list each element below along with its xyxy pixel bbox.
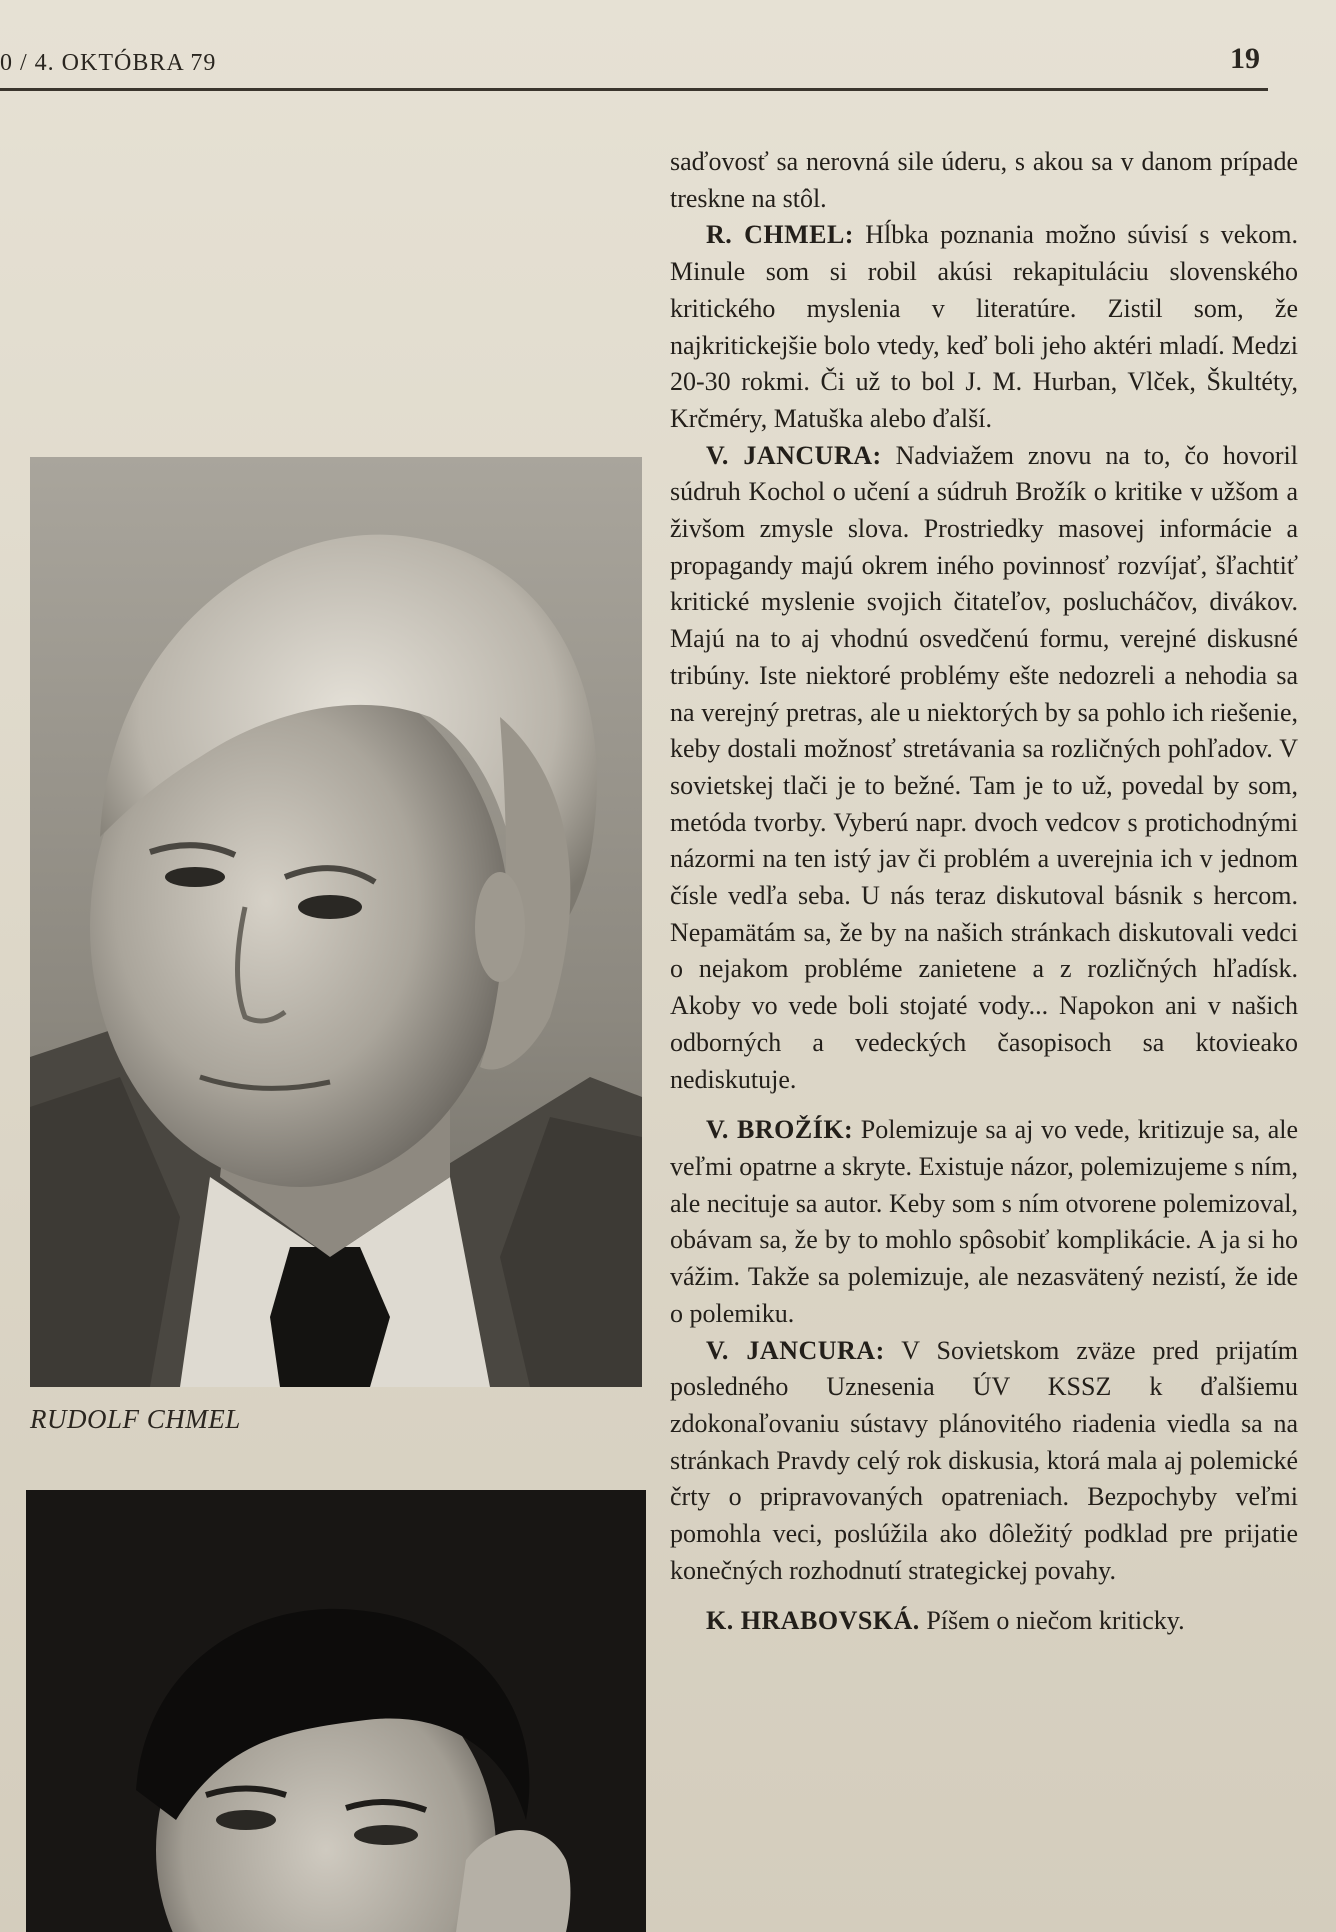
issue-date: 0 / 4. OKTÓBRA 79	[0, 50, 217, 76]
portrait-photo-second	[26, 1490, 646, 1932]
page-number: 19	[1230, 42, 1260, 75]
article-paragraph	[670, 217, 1298, 437]
paragraph-text: Nadviažem znovu na to, čo hovoril súdruh Kochol o učení a súdruh Brožík o kritike v užšom a živšom zmysle slova. Prostriedky masovej informácie a propagandy majú okrem iného povinnosť rozvíjať, šľachtiť kritické myslenie svojich čitateľov, poslucháčov, divákov. Majú na to aj vhodnú osvedčenú formu, verejné diskusné tribúny. Iste niektoré problémy ešte nedozreli a nehodia sa na verejný pretras, ale u niektorých by sa pohlo ich riešenie, keby dostali možnosť stretávania sa rozličných pohľadov. V sovietskej tlači je to bežné. Tam je to už, povedal by som, metóda tvorby. Vyberú napr. dvoch vedcov s protichodnými názormi na ten istý jav či problém a uverejnia ich v jednom čísle vedľa seba. U nás teraz diskutoval básnik s hercom. Nepamätám sa, že by na našich stránkach diskutovali vedci o nejakom probléme zanietene a z rozličných hľadísk. Akoby vo vede boli stojaté vody... Napokon ani v našich odborných a vedeckých časopisoch sa ktovieako nediskutuje.	[670, 440, 1299, 1094]
paragraph-text: Píšem o niečom kriticky.	[926, 1606, 1185, 1636]
article-paragraph	[670, 144, 1298, 217]
speaker-label: V. BROŽÍK:	[706, 1115, 854, 1145]
article-paragraph	[670, 1603, 1298, 1640]
page-header	[0, 40, 1270, 84]
article-paragraph	[670, 1333, 1298, 1590]
portrait-photo-rudolf-chmel-image	[30, 457, 642, 1387]
paragraph-text: Polemizuje sa aj vo vede, kritizuje sa, ale veľmi opatrne a skryte. Existuje názor, polemizujeme s ním, ale necituje sa autor. Keby som s ním otvorene polemizoval, obávam sa, že by to mohlo spôsobiť komplikácie. A ja si ho vážim. Takže sa polemizuje, ale nezasvätený nezistí, že ide o polemiku.	[670, 1115, 1299, 1328]
article-paragraph	[670, 1112, 1298, 1332]
article-paragraph	[670, 438, 1298, 1099]
photo-caption: RUDOLF CHMEL	[30, 1404, 241, 1434]
speaker-label: V. JANCURA:	[706, 440, 882, 470]
speaker-label: K. HRABOVSKÁ.	[706, 1606, 920, 1636]
speaker-label: V. JANCURA:	[706, 1335, 885, 1365]
paragraph-text: V Sovietskom zväze pred prijatím posledného Uznesenia ÚV KSSZ k ďalšiemu zdokonaľovaniu sústavy plánovitého riadenia viedla sa na stránkach Pravdy celý rok diskusia, ktorá mala aj polemické črty o pripravovaných opatreniach. Bezpochyby veľmi pomohla veci, poslúžila ako dôležitý podklad pre prijatie konečných rozhodnutí strategickej povahy.	[670, 1335, 1298, 1585]
header-rule	[0, 88, 1268, 91]
portrait-photo-rudolf-chmel	[30, 457, 642, 1387]
paragraph-text: saďovosť sa nerovná sile úderu, s akou sa v danom prípade treskne na stôl.	[670, 147, 1298, 213]
speaker-label: R. CHMEL:	[706, 220, 854, 250]
portrait-photo-second-image	[26, 1490, 646, 1932]
paragraph-text: Hĺbka poznania možno súvisí s vekom. Minule som si robil akúsi rekapituláciu slovenského kritického myslenia v literatúre. Zistil som, že najkritickejšie bolo vtedy, keď boli jeho aktéri mladí. Medzi 20-30 rokmi. Či už to bol J. M. Hurban, Vlček, Škultéty, Krčméry, Matuška alebo ďalší.	[670, 220, 1299, 433]
article-column	[670, 144, 1298, 1640]
